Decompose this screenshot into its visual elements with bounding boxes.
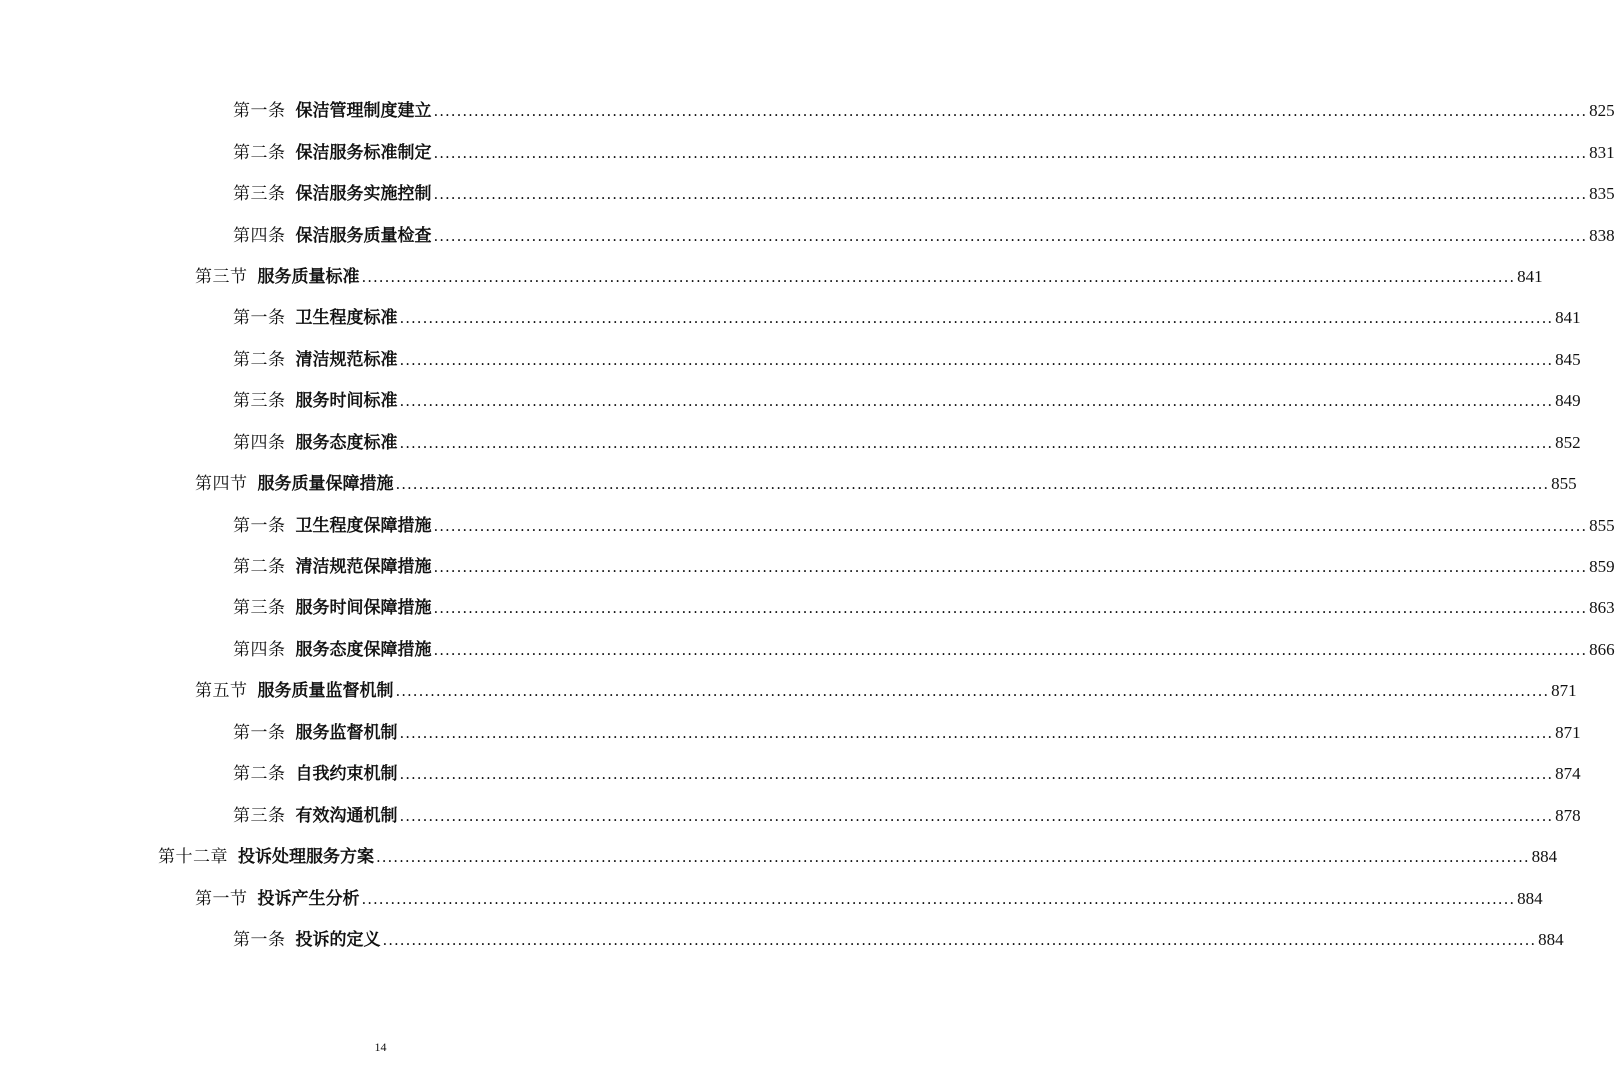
toc-entry-number: 第一条 bbox=[233, 722, 286, 743]
toc-entry-title: 自我约束机制 bbox=[295, 764, 398, 785]
toc-entry-number: 第一条 bbox=[233, 101, 286, 122]
toc-entry-title: 服务质量标准 bbox=[257, 266, 360, 287]
toc-leader-dots: ........................................................................................................................................................................................................ bbox=[433, 558, 1588, 577]
toc-leader-dots: ........................................................................................................................................................................................................ bbox=[382, 930, 1537, 949]
toc-entry-line bbox=[233, 345, 1581, 370]
toc-entry-title: 服务监督机制 bbox=[295, 722, 398, 743]
toc-entry-page: 852 bbox=[1555, 432, 1581, 452]
toc-entry-number: 第四节 bbox=[195, 474, 248, 495]
toc-entry-number: 第二条 bbox=[233, 764, 286, 785]
toc-entry-line bbox=[233, 138, 1615, 163]
toc-leader-dots: ........................................................................................................................................................................................................ bbox=[399, 765, 1554, 784]
toc-entry-line bbox=[233, 552, 1615, 578]
toc-leader-dots: ........................................................................................................................................................................................................ bbox=[433, 185, 1588, 204]
toc-entry-number: 第三条 bbox=[233, 805, 286, 826]
toc-entry-title: 服务质量监督机制 bbox=[257, 681, 394, 702]
toc-entry-title: 卫生程度标准 bbox=[295, 308, 398, 329]
toc-entry-title: 有效沟通机制 bbox=[295, 805, 398, 826]
toc-entry[interactable] bbox=[0, 88, 1615, 129]
toc-leader-dots: ........................................................................................................................................................................................................ bbox=[399, 806, 1554, 825]
toc-leader-dots: ........................................................................................................................................................................................................ bbox=[433, 226, 1588, 245]
toc-entry-number: 第二条 bbox=[233, 557, 286, 578]
toc-entry-line bbox=[233, 221, 1615, 246]
toc-entry-line bbox=[233, 635, 1615, 660]
toc-entry-number: 第三条 bbox=[233, 598, 286, 619]
toc-entry[interactable] bbox=[0, 337, 1581, 378]
toc-entry-number: 第一条 bbox=[233, 308, 286, 329]
toc-entry-title: 服务时间保障措施 bbox=[295, 598, 432, 619]
toc-leader-dots: ........................................................................................................................................................................................................ bbox=[433, 640, 1588, 659]
toc-entry-page: 866 bbox=[1589, 639, 1615, 659]
toc-entry-page: 884 bbox=[1531, 847, 1558, 867]
toc-entry-line bbox=[233, 428, 1581, 453]
toc-entry-title: 服务态度保障措施 bbox=[295, 639, 432, 660]
toc-entry-line bbox=[233, 925, 1564, 950]
toc-entry[interactable] bbox=[0, 420, 1581, 461]
toc-entry-number: 第一条 bbox=[233, 929, 286, 950]
toc-entry[interactable] bbox=[0, 254, 1543, 295]
toc-entry-line bbox=[233, 759, 1581, 785]
toc-entry[interactable] bbox=[0, 212, 1615, 253]
toc-entry-page: 884 bbox=[1538, 929, 1564, 949]
toc-entry-page: 831 bbox=[1589, 142, 1615, 162]
toc-entry-number: 第一节 bbox=[195, 888, 248, 909]
toc-entry-page: 855 bbox=[1551, 474, 1577, 494]
toc-entry-title: 保洁服务质量检查 bbox=[295, 225, 432, 246]
toc-entry-title: 服务质量保障措施 bbox=[257, 474, 394, 495]
toc-entry-line bbox=[233, 511, 1615, 536]
toc-entry-page: 855 bbox=[1589, 515, 1615, 535]
toc-entry-title: 清洁规范保障措施 bbox=[295, 557, 432, 578]
toc-entry-line bbox=[233, 386, 1581, 412]
toc-entry-page: 845 bbox=[1555, 349, 1581, 369]
toc-entry-number: 第一条 bbox=[233, 515, 286, 536]
toc-entry-page: 835 bbox=[1589, 184, 1615, 204]
toc-leader-dots: ........................................................................................................................................................................................................ bbox=[361, 267, 1516, 286]
toc-entry-number: 第三条 bbox=[233, 184, 286, 205]
toc-entry-line bbox=[233, 718, 1581, 743]
toc-entry[interactable] bbox=[0, 378, 1581, 419]
toc-entry-title: 保洁管理制度建立 bbox=[295, 101, 432, 122]
table-of-contents bbox=[0, 88, 1615, 958]
toc-entry[interactable] bbox=[0, 834, 1558, 875]
toc-leader-dots: ........................................................................................................................................................................................................ bbox=[395, 682, 1550, 701]
toc-leader-dots: ........................................................................................................................................................................................................ bbox=[433, 102, 1588, 121]
toc-entry-page: 849 bbox=[1555, 391, 1581, 411]
toc-entry-line bbox=[195, 884, 1543, 909]
toc-entry-page: 863 bbox=[1589, 598, 1615, 618]
toc-entry[interactable] bbox=[0, 668, 1577, 709]
toc-entry-number: 第四条 bbox=[233, 432, 286, 453]
toc-leader-dots: ........................................................................................................................................................................................................ bbox=[433, 143, 1588, 162]
toc-entry-line bbox=[233, 96, 1615, 122]
toc-entry-line bbox=[233, 179, 1615, 205]
toc-leader-dots: ........................................................................................................................................................................................................ bbox=[395, 475, 1550, 494]
toc-entry[interactable] bbox=[0, 129, 1615, 170]
toc-leader-dots: ........................................................................................................................................................................................................ bbox=[376, 848, 1530, 867]
toc-entry-title: 投诉处理服务方案 bbox=[238, 847, 374, 868]
toc-entry-number: 第三条 bbox=[233, 391, 286, 412]
toc-entry-line bbox=[195, 676, 1577, 702]
toc-leader-dots: ........................................................................................................................................................................................................ bbox=[399, 433, 1554, 452]
toc-entry-number: 第五节 bbox=[195, 681, 248, 702]
toc-entry-title: 服务态度标准 bbox=[295, 432, 398, 453]
toc-entry-title: 投诉的定义 bbox=[295, 929, 381, 950]
toc-entry-page: 871 bbox=[1555, 722, 1581, 742]
toc-entry[interactable] bbox=[0, 502, 1615, 543]
toc-entry-number: 第三节 bbox=[195, 266, 248, 287]
toc-entry-page: 859 bbox=[1589, 557, 1615, 577]
toc-entry-line bbox=[233, 593, 1615, 619]
toc-entry-page: 841 bbox=[1555, 308, 1581, 328]
toc-entry[interactable] bbox=[0, 751, 1581, 792]
toc-entry[interactable] bbox=[0, 875, 1543, 916]
toc-entry[interactable] bbox=[0, 710, 1581, 751]
toc-entry-title: 服务时间标准 bbox=[295, 391, 398, 412]
toc-entry-number: 第二条 bbox=[233, 349, 286, 370]
toc-entry[interactable] bbox=[0, 585, 1615, 626]
toc-leader-dots: ........................................................................................................................................................................................................ bbox=[361, 889, 1516, 908]
toc-entry[interactable] bbox=[0, 627, 1615, 668]
toc-entry[interactable] bbox=[0, 461, 1577, 502]
toc-entry-number: 第十二章 bbox=[158, 847, 228, 868]
toc-entry-title: 卫生程度保障措施 bbox=[295, 515, 432, 536]
toc-leader-dots: ........................................................................................................................................................................................................ bbox=[399, 309, 1554, 328]
toc-entry-page: 884 bbox=[1517, 888, 1543, 908]
toc-entry[interactable] bbox=[0, 917, 1564, 958]
toc-entry[interactable] bbox=[0, 171, 1615, 212]
toc-leader-dots: ........................................................................................................................................................................................................ bbox=[433, 516, 1588, 535]
toc-entry-page: 878 bbox=[1555, 805, 1581, 825]
toc-entry-number: 第四条 bbox=[233, 225, 286, 246]
toc-entry[interactable] bbox=[0, 295, 1581, 336]
toc-entry-page: 874 bbox=[1555, 764, 1581, 784]
toc-entry-line bbox=[233, 303, 1581, 329]
toc-entry-title: 清洁规范标准 bbox=[295, 349, 398, 370]
toc-entry[interactable] bbox=[0, 792, 1581, 833]
toc-entry-title: 保洁服务标准制定 bbox=[295, 142, 432, 163]
toc-entry-page: 871 bbox=[1551, 681, 1577, 701]
toc-entry-page: 838 bbox=[1589, 225, 1615, 245]
toc-leader-dots: ........................................................................................................................................................................................................ bbox=[399, 392, 1554, 411]
toc-entry-title: 保洁服务实施控制 bbox=[295, 184, 432, 205]
toc-entry-page: 825 bbox=[1589, 101, 1615, 121]
toc-entry-line bbox=[158, 842, 1558, 868]
page-number: 14 bbox=[374, 1040, 387, 1054]
toc-entry-number: 第四条 bbox=[233, 639, 286, 660]
toc-leader-dots: ........................................................................................................................................................................................................ bbox=[399, 350, 1554, 369]
toc-entry-line bbox=[195, 262, 1543, 287]
toc-entry-line bbox=[233, 801, 1581, 826]
toc-entry-page: 841 bbox=[1517, 266, 1543, 286]
toc-leader-dots: ........................................................................................................................................................................................................ bbox=[399, 723, 1554, 742]
toc-leader-dots: ........................................................................................................................................................................................................ bbox=[433, 599, 1588, 618]
toc-entry[interactable] bbox=[0, 544, 1615, 585]
toc-entry-title: 投诉产生分析 bbox=[257, 888, 360, 909]
toc-entry-line bbox=[195, 469, 1577, 495]
toc-entry-number: 第二条 bbox=[233, 142, 286, 163]
